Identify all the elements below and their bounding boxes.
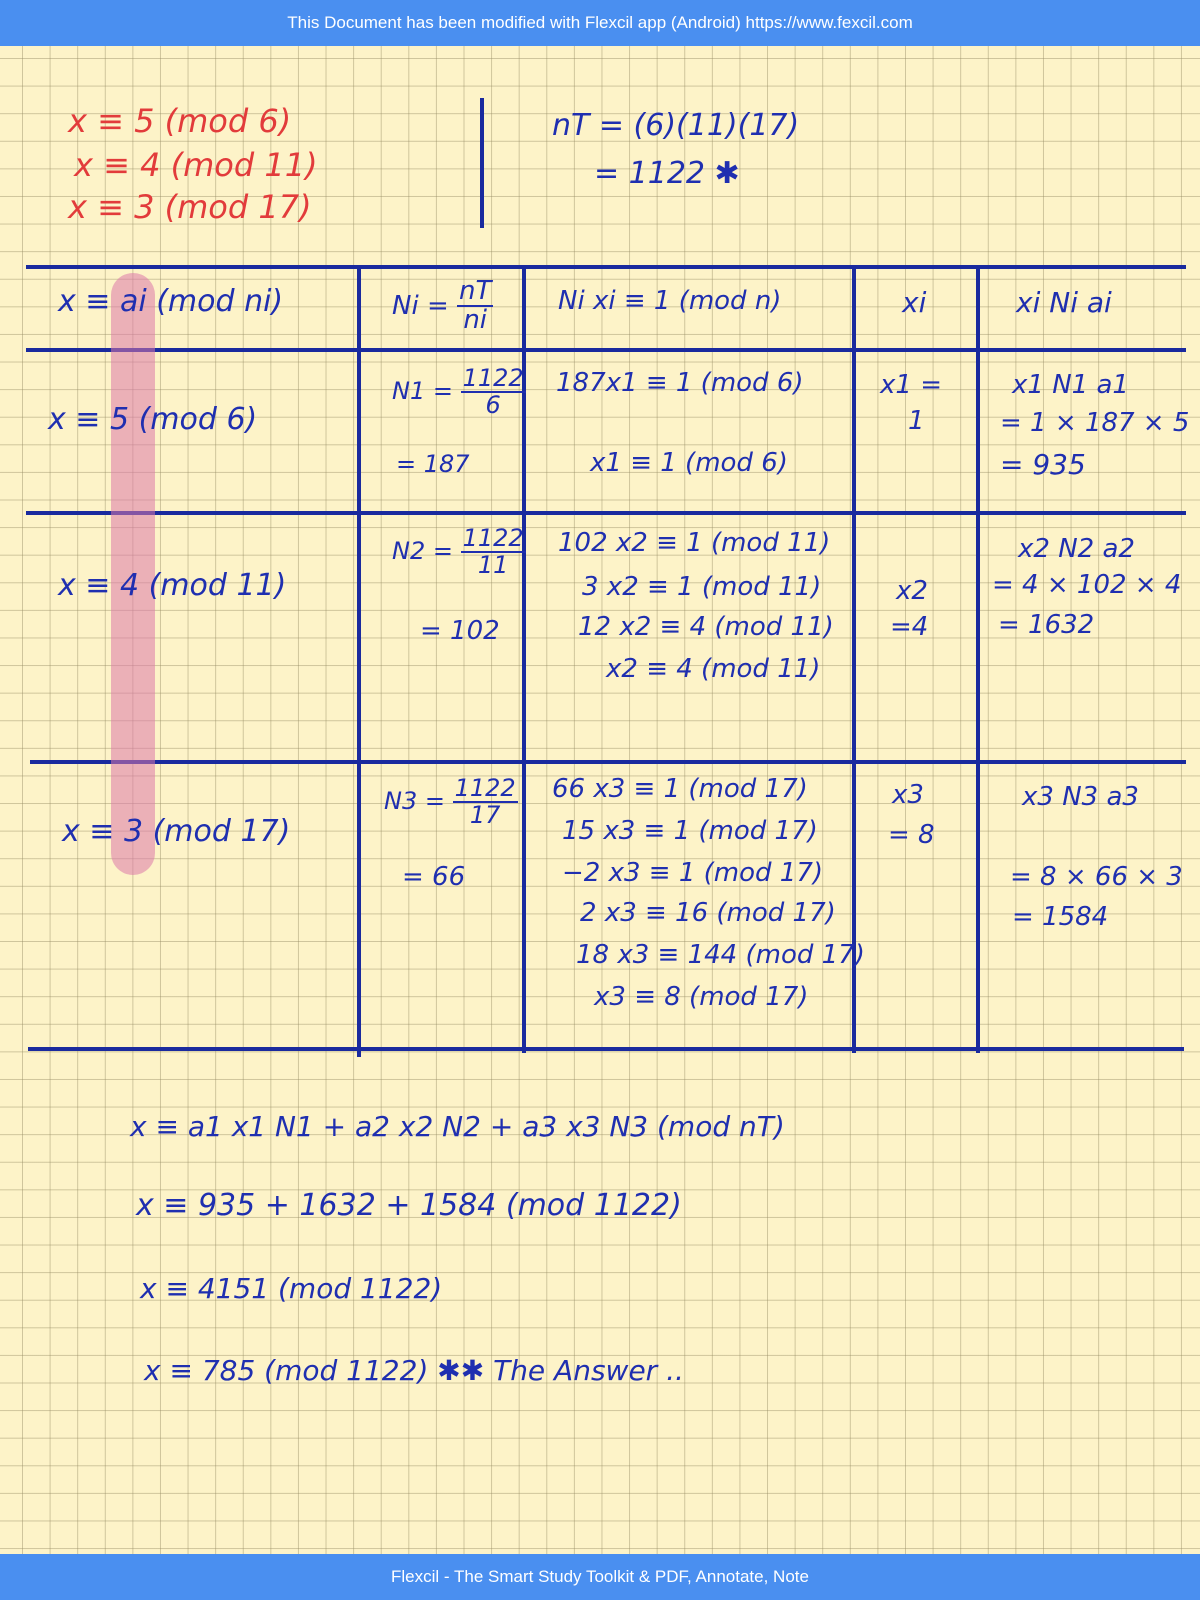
row2-N-label: N2 = [392,537,453,566]
row2-x-1: x2 [896,576,928,606]
row2-x-2: =4 [890,612,929,642]
row2-step-3: 12 x2 ≡ 4 (mod 11) [578,612,834,642]
header-product: xi Ni ai [1016,286,1112,319]
row3-step-6: x3 ≡ 8 (mod 17) [594,982,809,1012]
solution-line-1: x ≡ a1 x1 N1 + a2 x2 N2 + a3 x3 N3 (mod nT) [130,1110,785,1143]
row1-product-3: = 935 [1000,448,1086,481]
table-line-h0 [26,265,1186,269]
row3-step-3: −2 x3 ≡ 1 (mod 17) [562,858,824,888]
row3-x-1: x3 [892,780,924,810]
row2-N-fraction [461,526,526,578]
bottom-banner-text: Flexcil - The Smart Study Toolkit & PDF, Annotate, Note [391,1567,809,1586]
row1-N-label: N1 = [392,377,453,406]
row1-product-2: = 1 × 187 × 5 [1000,408,1190,438]
row2-product-2: = 4 × 102 × 4 [992,570,1182,600]
row1-N-num: 1122 [462,364,524,392]
system-eq-3: x ≡ 3 (mod 17) [68,188,312,226]
header-Ni [392,278,493,335]
header-Ni-den: ni [463,305,488,336]
row2-congruence: x ≡ 4 (mod 11) [58,568,287,603]
row1-x-1: x1 = [880,370,942,400]
table-line-h3 [30,760,1186,764]
row2-N [392,526,526,578]
header-xi: xi [902,286,927,319]
product-line-2: = 1122 ✱ [594,156,740,191]
row3-step-1: 66 x3 ≡ 1 (mod 17) [552,774,808,804]
row2-product-3: = 1632 [998,610,1095,640]
header-solve: Ni xi ≡ 1 (mod n) [558,286,782,316]
row3-x-2: = 8 [888,820,935,850]
product-line-1: nT = (6)(11)(17) [552,108,800,143]
row1-congruence: x ≡ 5 (mod 6) [48,402,258,437]
row3-N-value: = 66 [402,862,466,892]
row1-N [392,366,526,418]
row3-product-2: = 8 × 66 × 3 [1010,862,1183,892]
solution-line-2: x ≡ 935 + 1632 + 1584 (mod 1122) [136,1188,682,1223]
top-divider [480,98,484,228]
table-line-h4 [28,1047,1184,1051]
row3-N-label: N3 = [384,787,445,816]
row3-product-3: = 1584 [1012,902,1109,932]
table-line-h1 [26,348,1186,352]
table-line-h2 [26,511,1186,515]
table-line-v4 [976,265,980,1053]
table-line-v1 [357,265,361,1057]
header-Ni-num: nT [459,276,492,306]
solution-answer: x ≡ 785 (mod 1122) ✱✱ The Answer .. [144,1354,684,1387]
top-banner-text: This Document has been modified with Flexcil app (Android) https://www.fexcil.com [287,13,913,32]
row2-step-4: x2 ≡ 4 (mod 11) [606,654,821,684]
header-congruence: x ≡ ai (mod ni) [58,284,284,319]
row3-congruence: x ≡ 3 (mod 17) [62,814,291,849]
solution-line-3: x ≡ 4151 (mod 1122) [140,1272,443,1305]
row2-step-2: 3 x2 ≡ 1 (mod 11) [582,572,822,602]
row3-N-fraction [453,776,518,828]
row1-N-value: = 187 [396,450,470,478]
row1-x-2: 1 [908,406,925,436]
row2-step-1: 102 x2 ≡ 1 (mod 11) [558,528,831,558]
row2-N-den: 11 [477,551,509,580]
header-Ni-fraction [457,278,493,335]
system-eq-2: x ≡ 4 (mod 11) [74,146,318,184]
row3-product-1: x3 N3 a3 [1022,782,1139,812]
row3-N [384,776,518,828]
row1-step-2: x1 ≡ 1 (mod 6) [590,448,788,478]
row2-N-num: 1122 [462,524,524,552]
row3-N-num: 1122 [454,774,516,802]
row1-product-1: x1 N1 a1 [1012,370,1129,400]
row2-N-value: = 102 [420,616,500,646]
bottom-banner [0,1554,1200,1600]
row3-step-5: 18 x3 ≡ 144 (mod 17) [576,940,865,970]
header-Ni-label: Ni = [392,290,449,321]
row1-step-1: 187x1 ≡ 1 (mod 6) [556,368,804,398]
row3-step-2: 15 x3 ≡ 1 (mod 17) [562,816,818,846]
row1-N-fraction [461,366,526,418]
row1-N-den: 6 [485,391,501,420]
top-banner [0,0,1200,46]
table-line-v3 [852,265,856,1053]
system-eq-1: x ≡ 5 (mod 6) [68,102,292,140]
row2-product-1: x2 N2 a2 [1018,534,1135,564]
row3-step-4: 2 x3 ≡ 16 (mod 17) [580,898,836,928]
row3-N-den: 17 [469,801,501,830]
